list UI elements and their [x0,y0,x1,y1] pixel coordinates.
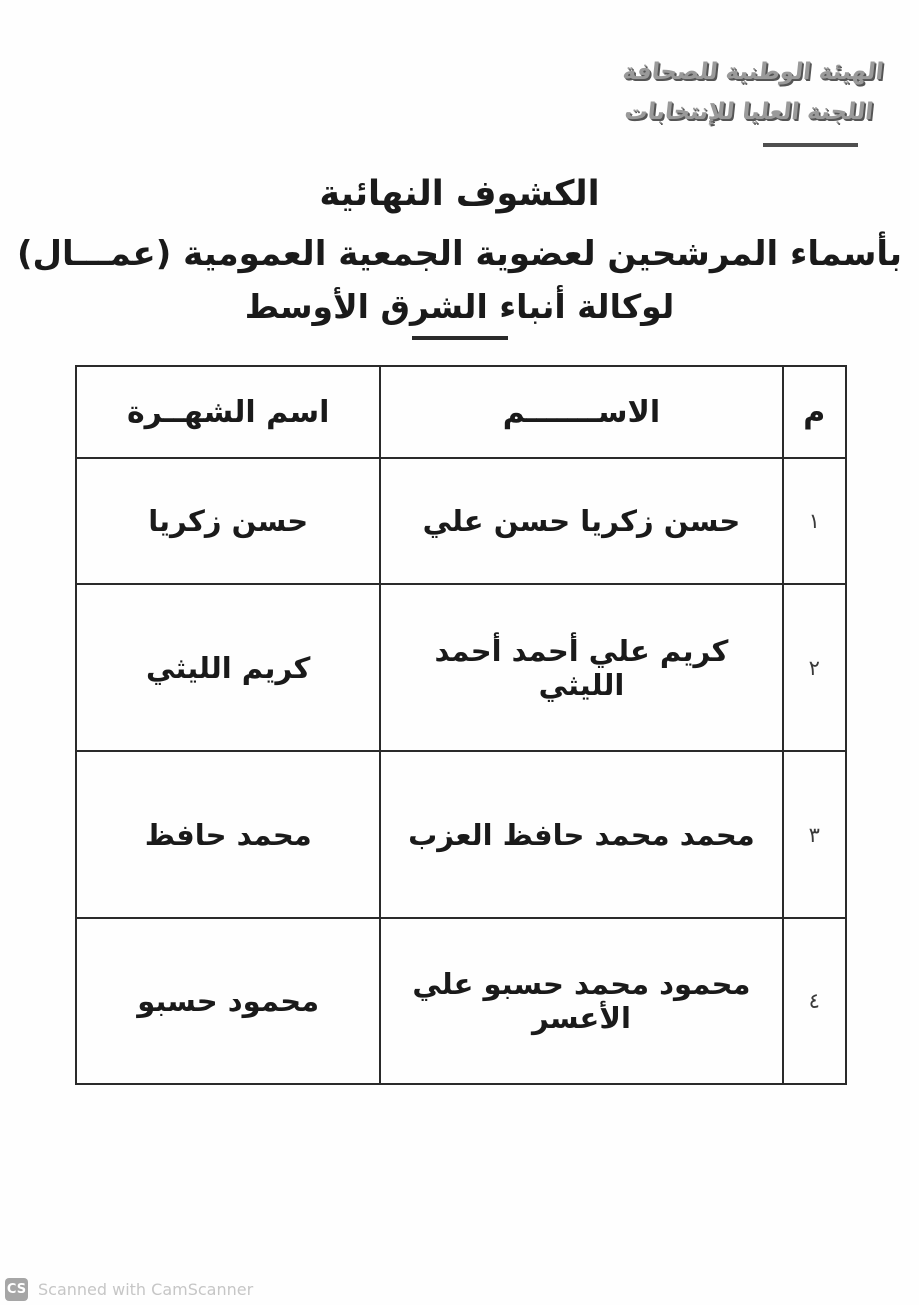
row-number: ٣ [783,751,846,918]
table-row [76,751,846,918]
camscanner-footer [5,1278,253,1301]
candidate-name: محمد محمد حافظ العزب [380,751,782,918]
title-block [0,168,919,332]
candidate-name: كريم علي أحمد أحمد الليثي [380,584,782,751]
candidate-name: محمود محمد حسبو علي الأعسر [380,918,782,1084]
row-number: ٤ [783,918,846,1084]
row-number: ١ [783,458,846,584]
letterhead [607,52,895,132]
letterhead-line-2: اللجنة العليا للإنتخابات [623,99,875,125]
header-name: الاســـــــم [380,366,782,458]
document-subtitle: بأسماء المرشحين لعضوية الجمعية العمومية (عمـــال) [17,234,902,274]
table-header-row [76,366,846,458]
candidates-table [75,365,847,1085]
title-underline [412,336,508,340]
table-row [76,918,846,1084]
row-number: ٢ [783,584,846,751]
camscanner-logo-icon: CS [5,1278,28,1301]
candidate-nickname: محمود حسبو [76,918,380,1084]
table-row [76,458,846,584]
document-title: الكشوف النهائية [319,174,600,214]
header-number: م [783,366,846,458]
candidate-nickname: حسن زكريا [76,458,380,584]
candidate-name: حسن زكريا حسن علي [380,458,782,584]
camscanner-watermark-text: Scanned with CamScanner [38,1280,254,1299]
document-agency-line: لوكالة أنباء الشرق الأوسط [244,287,675,326]
letterhead-underline [763,143,858,147]
candidate-nickname: محمد حافظ [76,751,380,918]
letterhead-line-1: الهيئة الوطنية للصحافة [621,59,885,85]
header-nickname: اسم الشهــرة [76,366,380,458]
candidate-nickname: كريم الليثي [76,584,380,751]
table-row [76,584,846,751]
